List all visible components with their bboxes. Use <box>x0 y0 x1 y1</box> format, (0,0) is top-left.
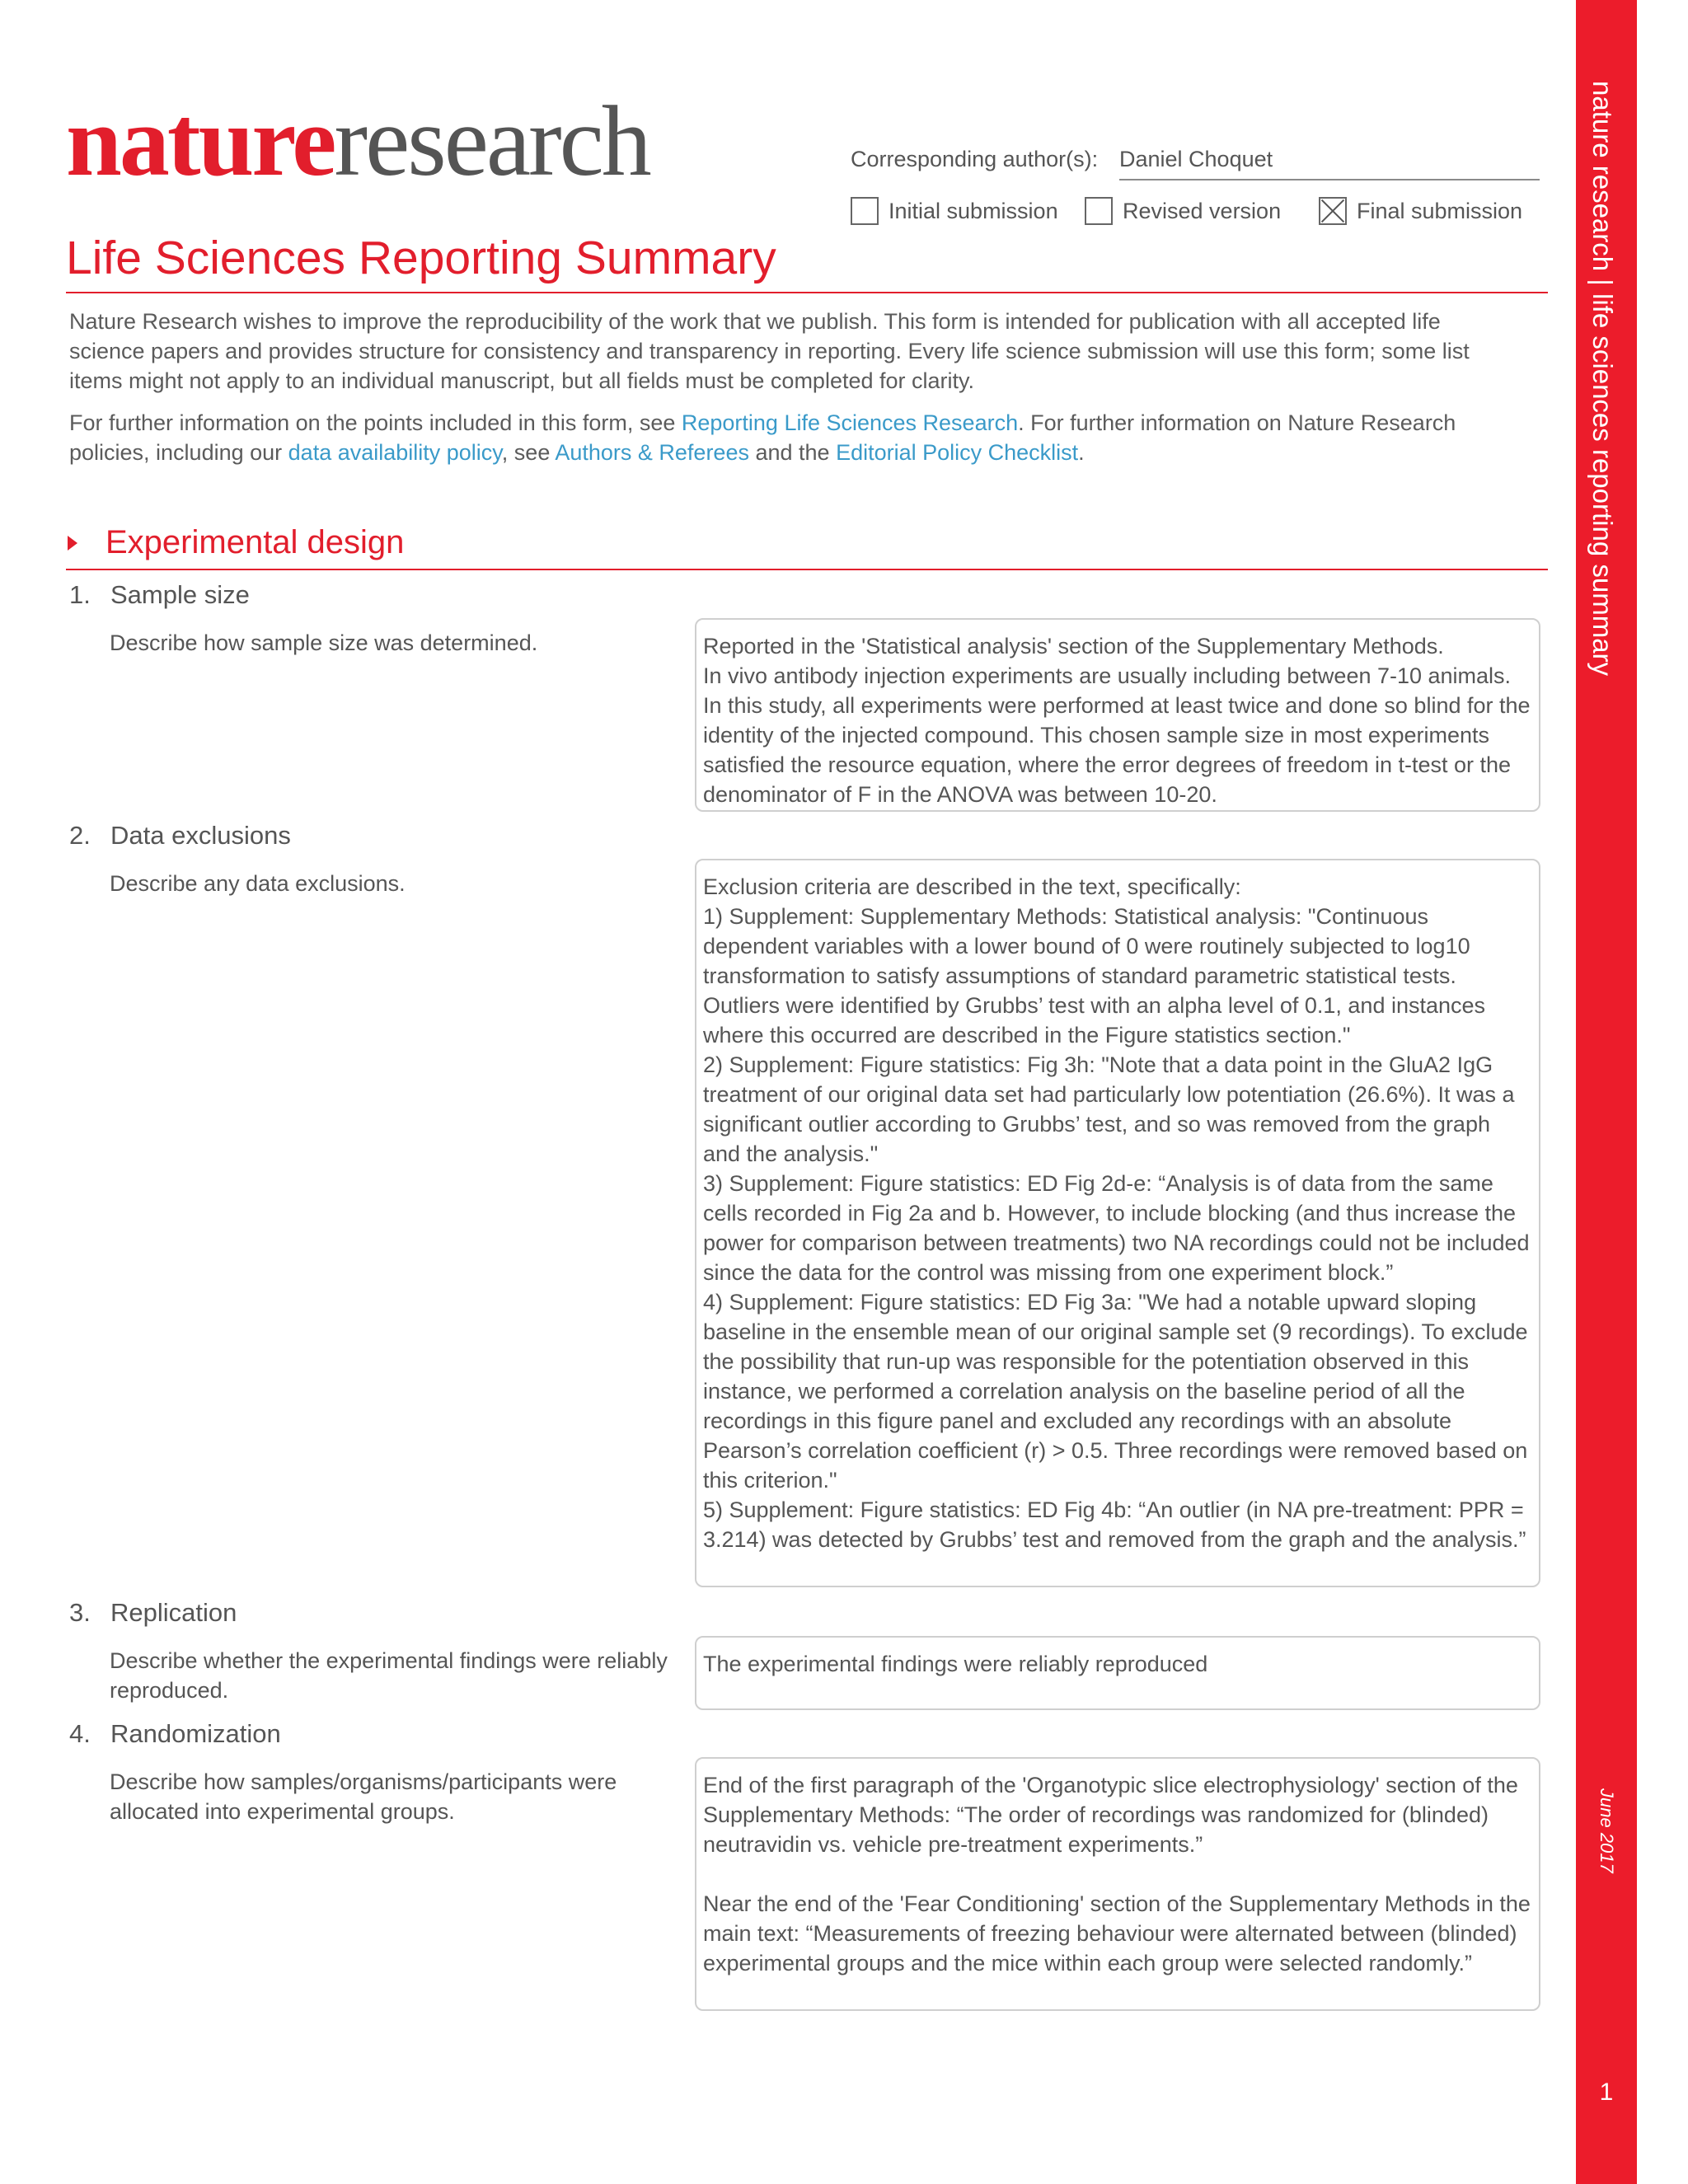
reporting-life-sciences-link[interactable]: Reporting Life Sciences Research <box>681 410 1019 435</box>
data-availability-policy-link[interactable]: data availability policy <box>288 440 502 465</box>
sample-size-answer-field[interactable]: Reported in the 'Statistical analysis' section of the Supplementary Methods. In vivo antibody injection experiments are usually including between 7-10 animals. In this study, all experiments were performed at least twice and done so blind for the identity of the injected compound. This chosen sample size in most experiments satisfied the resource equation, where the error degrees of freedom in t-test or the denominator of F in the ANOVA was between 10-20. <box>695 618 1540 812</box>
corresponding-author-label: Corresponding author(s): <box>851 147 1099 171</box>
section-title: Experimental design <box>106 524 405 560</box>
data-exclusions-answer-field[interactable]: Exclusion criteria are described in the text, specifically: 1) Supplement: Supplementary Methods: Statistical analysis: "Continuous dependent variables with a lower bound of 0 were routinely subjected to log10 transformation to satisfy assumptions of standard parametric statistical tests. Outliers were identified by Grubbs’ test with an alpha level of 0.1, and instances where this occurred are described in the Figure statistics section." 2) Supplement: Figure statistics: Fig 3h: "Note that a data point in the GluA2 IgG treatment of our original data set had particularly low potentiation (26.6%). It was a significant outlier according to Grubbs’ test, and so was removed from the graph and the analysis." 3) Supplement: Figure statistics: ED Fig 2d-e: “Analysis is of data from the same cells recorded in Fig 2a and b. However, to include blocking (and thus increase the power for comparison between treatments) two NA recordings could not be included since the data for the control was missing from one experiment block.” 4) Supplement: Figure statistics: ED Fig 3a: "We had a notable upward sloping baseline in the ensemble mean of our original sample set (9 recordings). To exclude the possibility that run-up was responsible for the potentiation observed in this instance, we performed a correlation analysis on the baseline period of all the recordings in this figure panel and excluded any recordings with an absolute Pearson’s correlation coefficient (r) > 0.5. Three recordings were removed based on this criterion." 5) Supplement: Figure statistics: ED Fig 4b: “An outlier (in NA pre-treatment: PPR = 3.214) was detected by Grubbs’ test and removed from the graph and the analysis.” <box>695 859 1540 1587</box>
logo-research: research <box>334 86 649 197</box>
intro-paragraph-1: Nature Research wishes to improve the reproducibility of the work that we publish. This form is intended for publication with all accepted life science papers and provides structure for consistency and transparency in reporting. Every life science submission will use this form; some list items might not apply to an individual manuscript, but all fields must be completed for clarity. <box>69 309 1470 393</box>
intro-text: . <box>1078 440 1085 465</box>
final-submission-checkbox-checked[interactable] <box>1319 197 1347 225</box>
item-title: Sample size <box>110 580 250 609</box>
item-sample-size-title <box>69 580 250 610</box>
sidebar-date: June 2017 <box>1597 1788 1617 1873</box>
item-number: 2. <box>69 821 91 850</box>
editorial-policy-checklist-link[interactable]: Editorial Policy Checklist <box>836 440 1079 465</box>
corresponding-author-underline <box>1119 179 1540 180</box>
intro-text: and the <box>748 440 837 465</box>
item-title: Replication <box>110 1598 237 1627</box>
intro-text: For further information on the points included in this form, see <box>69 410 682 435</box>
nature-research-logo <box>66 86 649 197</box>
item-replication-title <box>69 1598 237 1628</box>
data-exclusions-question: Describe any data exclusions. <box>110 871 406 896</box>
corresponding-author-field[interactable]: Daniel Choquet <box>1119 147 1273 171</box>
revised-version-label: Revised version <box>1123 198 1282 223</box>
initial-submission-option[interactable] <box>851 196 1058 226</box>
initial-submission-checkbox[interactable] <box>851 197 879 225</box>
final-submission-label: Final submission <box>1357 198 1523 223</box>
item-title: Data exclusions <box>110 821 291 850</box>
item-randomization-title <box>69 1719 281 1749</box>
intro-text: , see <box>501 440 556 465</box>
randomization-answer-field[interactable]: End of the first paragraph of the 'Organotypic slice electrophysiology' section of the Supplementary Methods: “The order of recordings was randomized for (blinded) neutravidin vs. vehicle pre-treatment experiments.” Near the end of the 'Fear Conditioning' section of the Supplementary Methods in the main text: “Measurements of freezing behaviour were alternated between (blinded) experimental groups and the mice within each group were selected randomly.” <box>695 1757 1540 2011</box>
replication-question: Describe whether the experimental findings were reliably reproduced. <box>110 1648 668 1703</box>
initial-submission-label: Initial submission <box>889 198 1058 223</box>
intro-paragraph-2 <box>69 408 1495 467</box>
replication-answer-field[interactable]: The experimental findings were reliably reproduced <box>695 1636 1540 1710</box>
logo-nature: nature <box>66 86 335 197</box>
sample-size-question: Describe how sample size was determined. <box>110 630 538 655</box>
intro-text: . For further information on Nature Research policies, including our <box>69 410 1456 465</box>
page-number: 1 <box>1599 2079 1614 2106</box>
revised-version-option[interactable] <box>1085 196 1281 226</box>
revised-version-checkbox[interactable] <box>1085 197 1113 225</box>
authors-referees-link[interactable]: Authors & Referees <box>555 440 749 465</box>
final-submission-option[interactable] <box>1319 196 1522 226</box>
item-number: 1. <box>69 580 91 609</box>
item-number: 4. <box>69 1719 91 1748</box>
item-title: Randomization <box>110 1719 281 1748</box>
item-number: 3. <box>69 1598 91 1627</box>
expand-triangle-icon[interactable] <box>68 536 77 551</box>
sidebar-title: nature research | life sciences reporting summary <box>1587 81 1618 677</box>
section-divider <box>66 569 1548 570</box>
item-data-exclusions-title <box>69 821 291 851</box>
page-title: Life Sciences Reporting Summary <box>66 232 776 284</box>
randomization-question: Describe how samples/organisms/participants were allocated into experimental groups. <box>110 1769 617 1824</box>
title-divider <box>66 292 1548 293</box>
section-experimental-design[interactable] <box>68 524 404 561</box>
